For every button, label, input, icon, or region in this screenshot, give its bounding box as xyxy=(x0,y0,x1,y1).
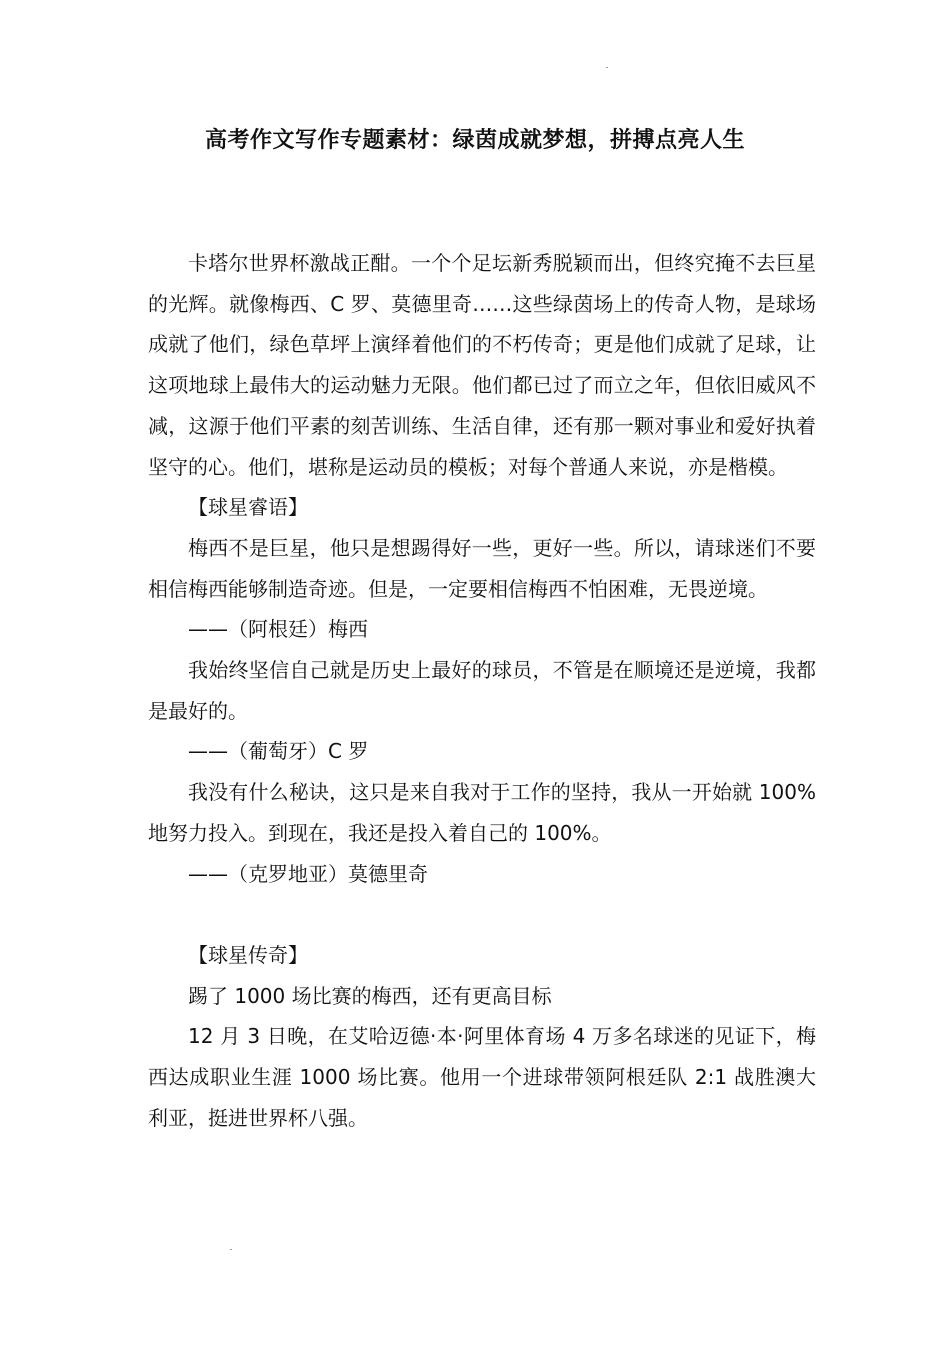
section-heading-legends: 【球星传奇】 xyxy=(188,942,308,967)
legend-paragraph: 12 月 3 日晚，在艾哈迈德·本·阿里体育场 4 万多名球迷的见证下，梅西达成职业生涯 1000 场比赛。他用一个进球带领阿根廷队 2:1 战胜澳大利亚，挺进世界杯八强。 xyxy=(148,1024,816,1130)
quote-ronaldo: 我始终坚信自己就是历史上最好的球员，不管是在顺境还是逆境，我都是最好的。 xyxy=(148,658,816,723)
attribution-ronaldo: ——（葡萄牙）C 罗 xyxy=(188,739,369,764)
attribution-modric: ——（克罗地亚）莫德里奇 xyxy=(188,861,428,886)
quote-modric: 我没有什么秘诀，这只是来自我对于工作的坚持，我从一开始就 100%地努力投入。到现在，我还是投入着自己的 100%。 xyxy=(148,780,816,845)
quote-messi: 梅西不是巨星，他只是想踢得好一些，更好一些。所以，请球迷们不要相信梅西能够制造奇迹。但是，一定要相信梅西不怕困难，无畏逆境。 xyxy=(148,535,816,601)
scan-mark-top xyxy=(606,67,608,68)
attribution-messi: ——（阿根廷）梅西 xyxy=(188,617,368,642)
intro-paragraph: 卡塔尔世界杯激战正酣。一个个足坛新秀脱颖而出，但终究掩不去巨星的光辉。就像梅西、C 罗、莫德里奇……这些绿茵场上的传奇人物，是球场成就了他们，绿色草坪上演绎着他们的不朽传奇；更是他们成就了足球，让这项地球上最伟大的运动魅力无限。他们都已过了而立之年，但依旧威风不减，这源于他们平素的刻苦训练、生活自律，还有那一颗对事业和爱好执着坚守的心。他们，堪称是运动员的模板；对每个普通人来说，亦是楷模。 xyxy=(148,251,816,479)
page-title: 高考作文写作专题素材：绿茵成就梦想，拼搏点亮人生 xyxy=(204,128,745,153)
scan-mark-bottom xyxy=(230,1249,232,1250)
section-gap xyxy=(148,894,816,935)
section-heading-quotes: 【球星睿语】 xyxy=(188,495,308,520)
legend-subtitle: 踢了 1000 场比赛的梅西，还有更高目标 xyxy=(188,983,552,1008)
document-body xyxy=(148,243,816,1138)
